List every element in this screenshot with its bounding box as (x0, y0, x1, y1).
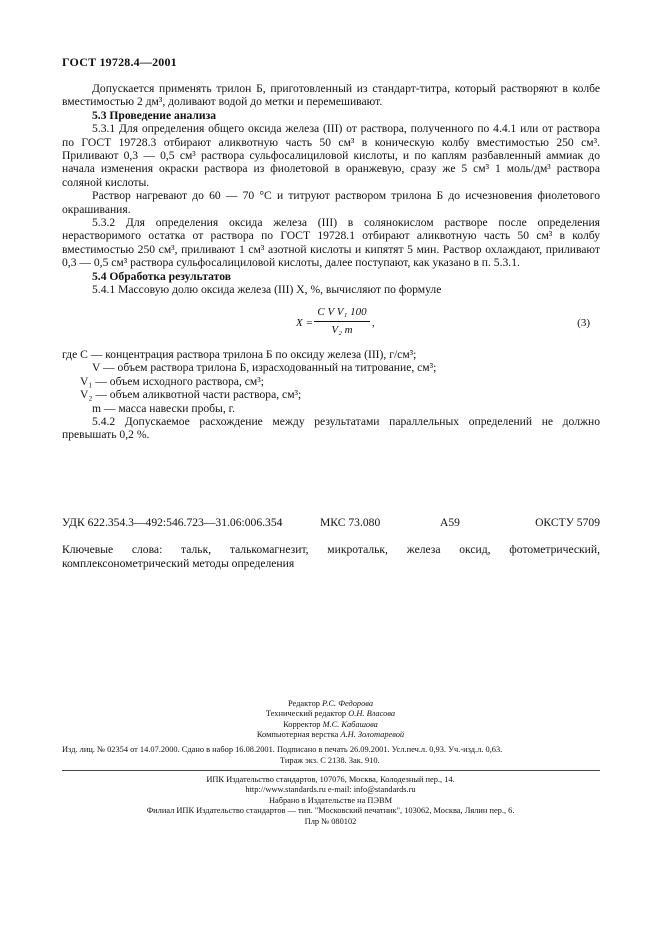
legend-c: где C — концентрация раствора трилона Б по оксиду железа (III), г/см³; (62, 348, 417, 361)
legend-m: m — масса навески пробы, г. (92, 401, 235, 415)
legend-v: V — объем раствора трилона Б, израсходованный на титрование, см³; (92, 361, 437, 375)
formula-denominator: V₂ m (331, 324, 353, 336)
editor-line: Редактор Р.С. Федорова (287, 699, 374, 708)
publisher-line-5: Плр № 080102 (304, 816, 357, 826)
formula-fraction-bar (314, 321, 370, 322)
paragraph-titr: Допускается применять трилон Б, приготовленный из стандарт-титра, который растворяют в колбе вместимостью 2 дм³, доливают водой до метки и перемешивают. (62, 82, 600, 109)
body-text (62, 82, 600, 297)
section-heading-5-4: 5.4 Обработка результатов (92, 269, 231, 283)
paragraph-5-3-1: 5.3.1 Для определения общего оксида железа (III) от раствора, полученного по 4.4.1 или от раствора по ГОСТ 19728.3 отбирают аликвотную часть 50 см³ в коническую колбу вместимостью 250 см³. Приливают 0,3 — 0,5 см³ раствора сульфосалициловой кислоты, и по каплям разбавленный аммиак до начала изменения окраски раствора из фиолетовой в оранжевую, сразу же 5 см³ 1 моль/дм³ раствора соляной кислоты. (62, 122, 600, 189)
tech-editor-line: Технический редактор О.Н. Власова (265, 709, 396, 719)
paragraph-5-3-1-heating: Раствор нагревают до 60 — 70 °С и титруют раствором трилона Б до исчезновения фиолетового окрашивания. (62, 189, 600, 216)
publisher-info (0, 775, 661, 827)
section-heading-5-3: 5.3 Проведение анализа (92, 108, 217, 122)
tech-editor-name: О.Н. Власова (348, 709, 396, 719)
formula-numerator: C V V₁ 100 (317, 306, 367, 318)
corrector-line: Корректор М.С. Кабашова (283, 719, 378, 729)
okstu-code: ОКСТУ 5709 (535, 516, 600, 529)
formula-legend (62, 348, 600, 442)
layout-name: А.Н. Золотаревой (340, 730, 405, 740)
editor-name: Р.С. Федорова (322, 699, 374, 708)
paragraph-5-3-2: 5.3.2 Для определения оксида железа (III) в солянокислом растворе после определения нерастворимого остатка от раствора по ГОСТ 19728.1 отбирают аликвотную часть 50 см³ в колбу вместимостью 250 см³, приливают 1 см³ азотной кислоты и кипятят 5 мин. Раствор охлаждают, приливают 0,3 — 0,5 см³ раствора сульфосалициловой кислоты, далее поступают, как указано в п. 5.3.1. (62, 216, 600, 270)
publishing-info (62, 745, 600, 766)
publisher-line-2: http://www.standards.ru e-mail: info@standards.ru (245, 785, 416, 795)
formula-3 (62, 304, 600, 342)
staff-credits (0, 699, 661, 741)
corrector-name: М.С. Кабашова (322, 719, 378, 729)
classification-line (62, 516, 600, 530)
publishing-line-1: Изд. лиц. № 02354 от 14.07.2000. Сдано в набор 16.08.2001. Подписано в печать 26.09.2001. Усл.печ.л. 0,93. Уч.-изд.л. 0,63. (62, 745, 503, 754)
formula-comma: , (372, 317, 375, 329)
legend-v2: V₂ — объем аликвотной части раствора, см³; (80, 388, 302, 402)
paragraph-5-4-1: 5.4.1 Массовую долю оксида железа (III) X, %, вычисляют по формуле (92, 283, 442, 297)
page-header-title: ГОСТ 19728.4—2001 (62, 55, 177, 69)
keywords: Ключевые слова: тальк, талькомагнезит, микротальк, железа оксид, фотометрический, комплексонометрический методы определения (62, 543, 600, 570)
publishing-line-2: Тираж экз. С 2138. Зак. 910. (280, 755, 380, 765)
divider (62, 770, 600, 771)
publisher-line-1: ИПК Издательство стандартов, 107076, Москва, Колодезный пер., 14. (206, 775, 455, 784)
publisher-line-4: Филиал ИПК Издательство стандартов — тип. "Московский печатник", 103062, Москва, Лялин пер., 6. (146, 806, 515, 816)
formula-number: (3) (577, 317, 590, 329)
mks-code: МКС 73.080 (320, 516, 381, 529)
layout-line: Компьютерная верстка А.Н. Золотаревой (256, 730, 405, 740)
formula-lhs: X = (296, 317, 313, 329)
publisher-line-3: Набрано в Издательстве на ПЭВМ (268, 795, 393, 805)
udk-code: УДК 622.354.3—492:546.723—31.06:006.354 (62, 516, 283, 529)
a-code: А59 (440, 516, 460, 529)
legend-v1: V₁ — объем исходного раствора, см³; (80, 374, 264, 388)
paragraph-5-4-2: 5.4.2 Допускаемое расхождение между результатами параллельных определений не должно превышать 0,2 %. (62, 415, 600, 442)
